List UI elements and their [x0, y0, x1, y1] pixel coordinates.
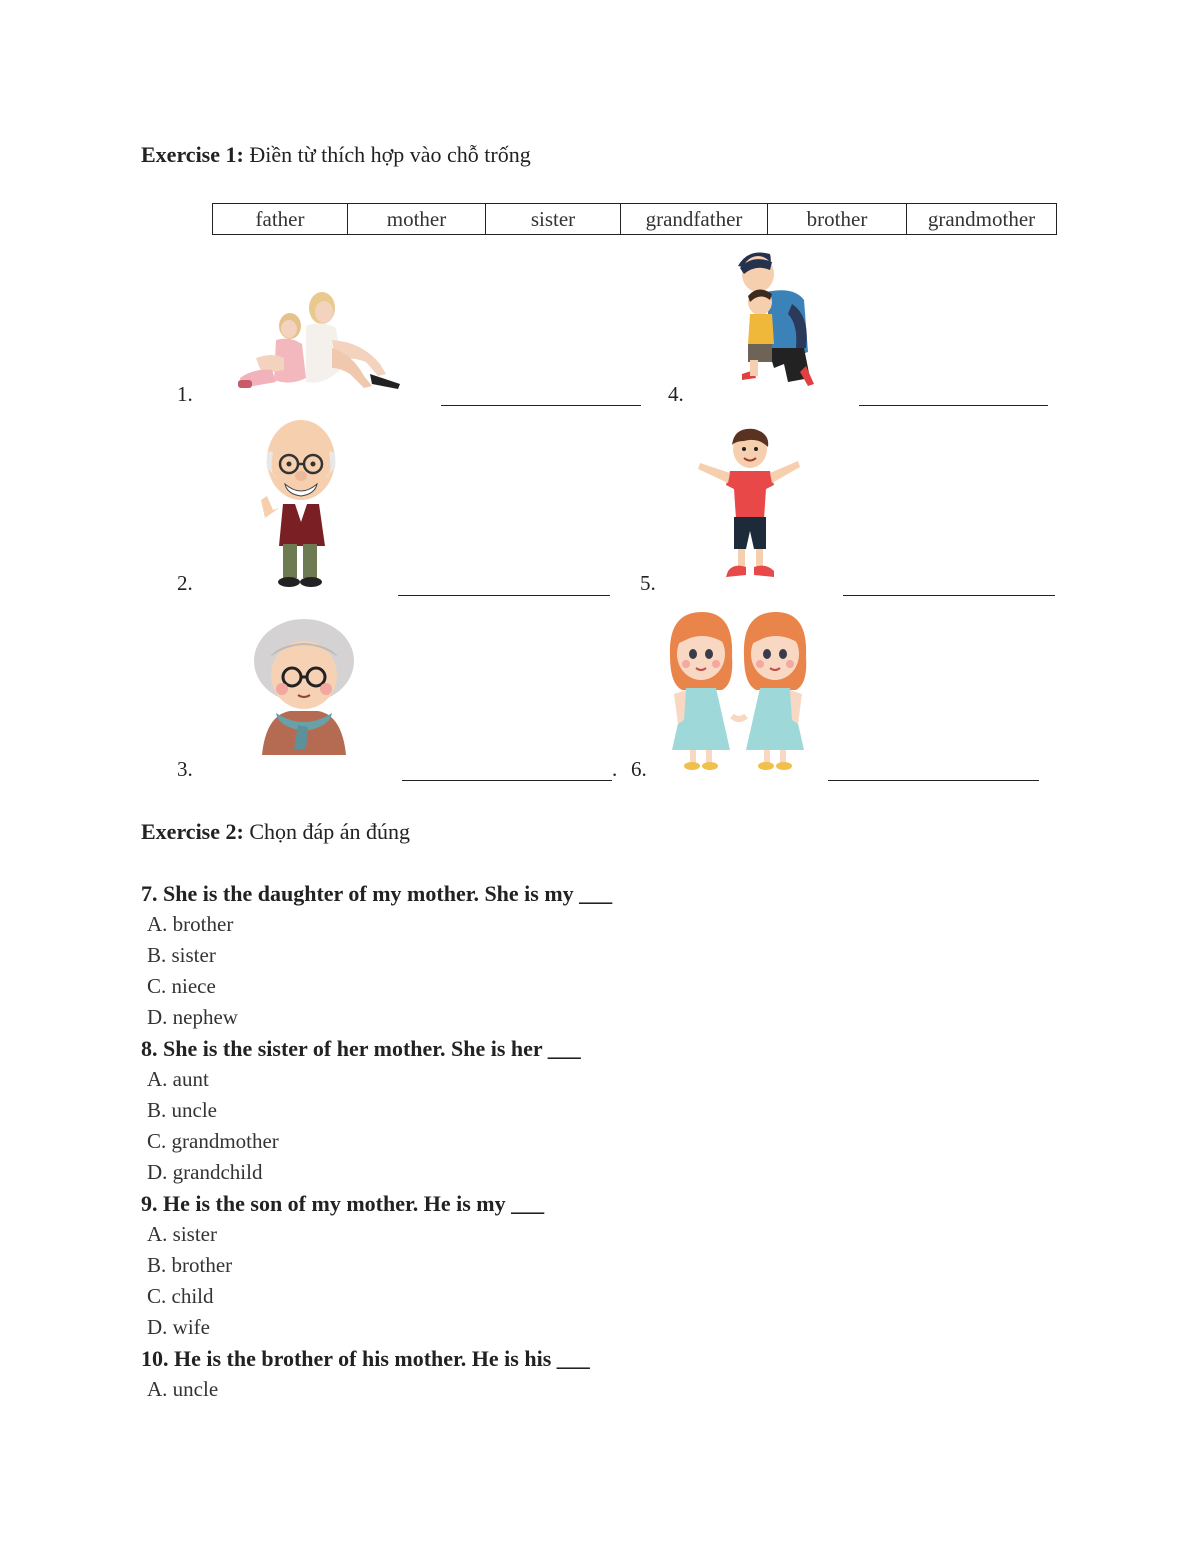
- answer-option[interactable]: B. sister: [147, 943, 216, 967]
- mother-and-daughter-photo-icon: [232, 282, 407, 394]
- exercise-2-instruction: Chọn đáp án đúng: [249, 819, 411, 844]
- question-text: 10. He is the brother of his mother. He is his ___: [141, 1346, 590, 1371]
- word-bank-cell: grandfather: [621, 204, 768, 235]
- answer-option[interactable]: B. brother: [147, 1253, 233, 1277]
- answer-option[interactable]: B. uncle: [147, 1098, 217, 1122]
- twin-girls-cartoon-icon: [664, 608, 814, 774]
- exercise-2-label: Exercise 2:: [141, 819, 244, 844]
- word-bank-table: [212, 203, 1057, 235]
- word-bank-cell: sister: [486, 204, 621, 235]
- answer-blank-5[interactable]: [843, 595, 1055, 596]
- word-bank-cell: grandmother: [907, 204, 1057, 235]
- father-hugging-son-cartoon-icon: [728, 248, 818, 388]
- trailing-period: .: [612, 757, 618, 781]
- answer-blank-2[interactable]: [398, 595, 610, 596]
- answer-blank-3[interactable]: [402, 780, 612, 781]
- item-number: 5.: [640, 571, 656, 595]
- answer-option[interactable]: D. nephew: [147, 1005, 238, 1029]
- answer-option[interactable]: A. aunt: [147, 1067, 209, 1091]
- question-text: 8. She is the sister of her mother. She is her ___: [141, 1036, 581, 1061]
- exercise-1-label: Exercise 1:: [141, 142, 244, 167]
- grandfather-cartoon-icon: [255, 418, 345, 590]
- answer-blank-6[interactable]: [828, 780, 1039, 781]
- word-bank-cell: mother: [348, 204, 486, 235]
- answer-option[interactable]: D. grandchild: [147, 1160, 263, 1184]
- exercise-1-heading: [141, 142, 531, 168]
- answer-blank-1[interactable]: [441, 405, 641, 406]
- answer-blank-4[interactable]: [859, 405, 1048, 406]
- item-number: 3.: [177, 757, 193, 781]
- answer-option[interactable]: A. uncle: [147, 1377, 219, 1401]
- question-text: 9. He is the son of my mother. He is my ___: [141, 1191, 545, 1216]
- grandmother-cartoon-icon: [250, 615, 356, 755]
- answer-option[interactable]: C. grandmother: [147, 1129, 279, 1153]
- answer-option[interactable]: D. wife: [147, 1315, 210, 1339]
- boy-cartoon-icon: [694, 427, 804, 583]
- item-number: 6.: [631, 757, 647, 781]
- exercise-1-instruction: Điền từ thích hợp vào chỗ trống: [249, 142, 531, 167]
- answer-option[interactable]: C. niece: [147, 974, 216, 998]
- answer-option[interactable]: A. sister: [147, 1222, 217, 1246]
- item-number: 2.: [177, 571, 193, 595]
- exercise-2-heading: [141, 819, 410, 845]
- item-number: 1.: [177, 382, 193, 406]
- item-number: 4.: [668, 382, 684, 406]
- word-bank-cell: brother: [768, 204, 907, 235]
- answer-option[interactable]: C. child: [147, 1284, 214, 1308]
- word-bank-cell: father: [213, 204, 348, 235]
- answer-option[interactable]: A. brother: [147, 912, 234, 936]
- question-text: 7. She is the daughter of my mother. She is my ___: [141, 881, 613, 906]
